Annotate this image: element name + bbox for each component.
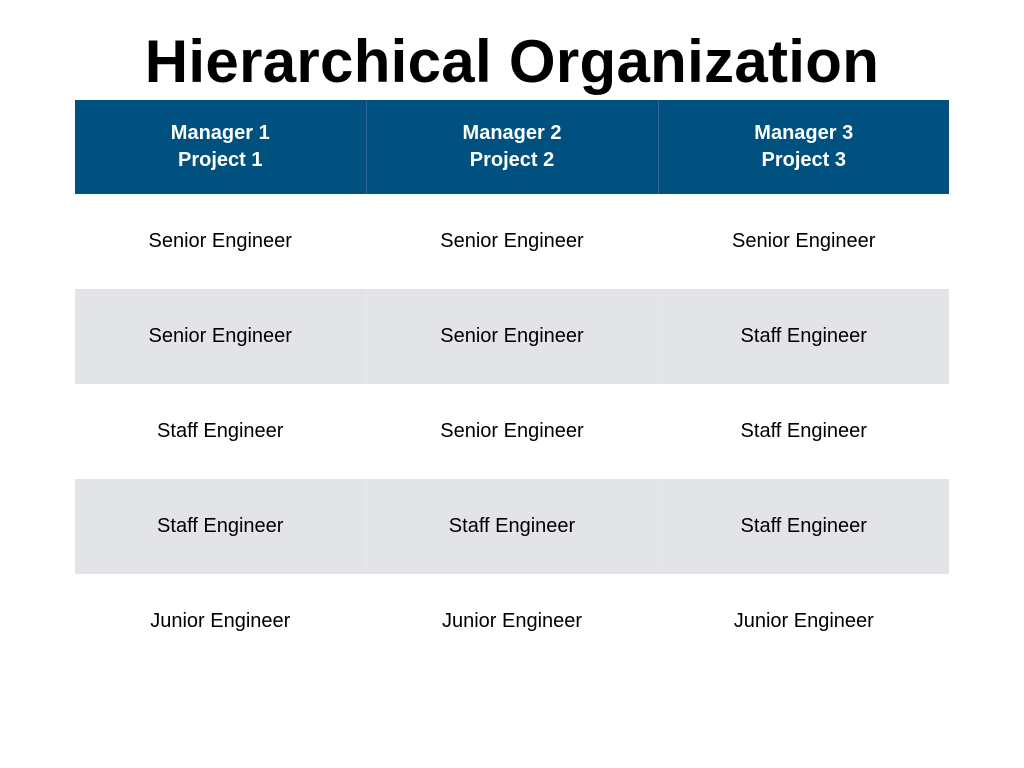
project-label: Project 3: [761, 149, 846, 171]
table-row: [75, 384, 949, 479]
org-table: [75, 100, 949, 669]
table-row: [75, 574, 949, 669]
table-cell: Junior Engineer: [150, 610, 291, 632]
table-cell: Senior Engineer: [148, 230, 292, 252]
column-header-manager-1: [75, 100, 366, 194]
manager-label: Manager 1: [170, 122, 270, 144]
table-row: [75, 194, 949, 289]
table-row: [75, 289, 949, 384]
table-cell: Staff Engineer: [740, 420, 867, 442]
project-label: Project 1: [178, 149, 263, 171]
table-cell: Senior Engineer: [440, 230, 584, 252]
table-cell: Senior Engineer: [440, 420, 584, 442]
column-header-manager-2: [366, 100, 658, 194]
table-cell: Senior Engineer: [366, 289, 658, 384]
table-cell: Staff Engineer: [157, 515, 284, 537]
table-cell: Senior Engineer: [732, 230, 876, 252]
column-header-manager-3: [658, 100, 949, 194]
project-label: Project 2: [469, 149, 555, 171]
manager-label: Manager 3: [754, 122, 854, 144]
table-cell: Staff Engineer: [157, 420, 284, 442]
table-cell: Junior Engineer: [441, 610, 583, 632]
table-cell: Staff Engineer: [658, 479, 949, 574]
table-cell: Junior Engineer: [733, 610, 874, 632]
table-row: [75, 479, 949, 574]
page-title: Hierarchical Organization: [144, 28, 880, 95]
table-cell: Senior Engineer: [148, 325, 292, 347]
manager-label: Manager 2: [462, 122, 562, 144]
table-cell: Staff Engineer: [658, 289, 949, 384]
table-cell: Staff Engineer: [366, 479, 658, 574]
header-row: [75, 100, 949, 194]
